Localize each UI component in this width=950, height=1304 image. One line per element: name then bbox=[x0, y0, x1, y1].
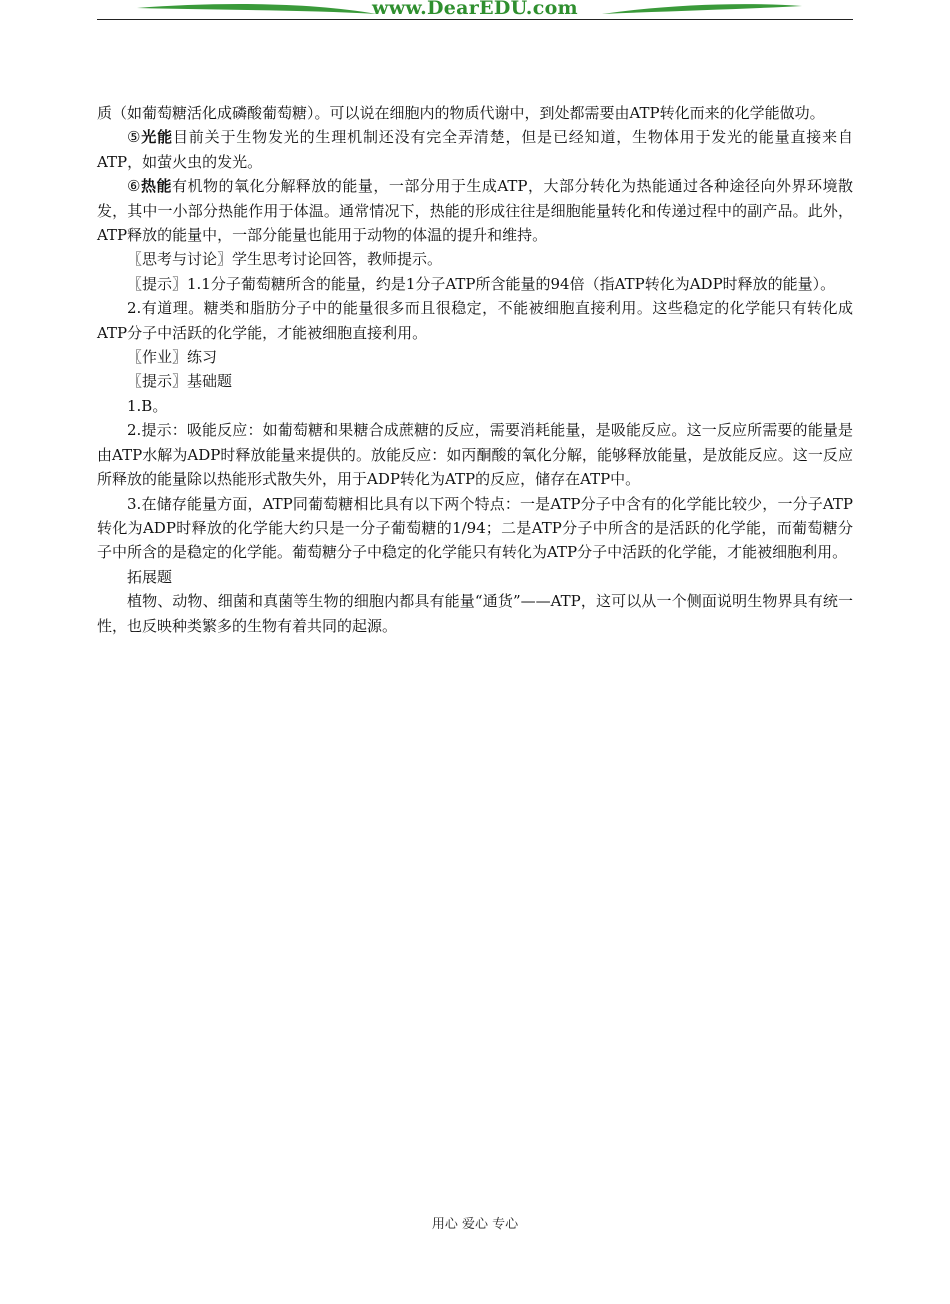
page-header bbox=[97, 0, 853, 22]
item-marker: ⑤ bbox=[127, 128, 142, 147]
paragraph-answer-1: 1.B。 bbox=[127, 396, 168, 415]
paragraph-basic-questions: 〖提示〗基础题 bbox=[127, 372, 233, 391]
paragraph-answer-3: 3.在储存能量方面，ATP同葡萄糖相比具有以下两个特点：一是ATP分子中含有的化学能比较少，一分子ATP转化为ADP时释放的化学能大约只是一分子葡萄糖的1/94；二是ATP分子中所含的是活跃的化学能，而葡萄糖分子中所含的是稳定的化学能。葡萄糖分子中稳定的化学能只有转化为ATP分子中活跃的化学能，才能被细胞利用。 bbox=[97, 494, 853, 562]
paragraph-homework: 〖作业〗练习 bbox=[127, 348, 218, 367]
paragraph-text: 目前关于生物发光的生理机制还没有完全弄清楚，但是已经知道，生物体用于发光的能量直接来自ATP，如萤火虫的发光。 bbox=[97, 128, 853, 171]
paragraph-answer-2: 2.提示：吸能反应：如葡萄糖和果糖合成蔗糖的反应，需要消耗能量，是吸能反应。这一反应所需要的能量是由ATP水解为ADP时释放能量来提供的。放能反应：如丙酮酸的氧化分解，能够释放能量，是放能反应。这一反应所释放的能量除以热能形式散失外，用于ADP转化为ATP的反应，储存在ATP中。 bbox=[97, 421, 853, 489]
paragraph-continuation: 质（如葡萄糖活化成磷酸葡萄糖）。可以说在细胞内的物质代谢中，到处都需要由ATP转化而来的化学能做功。 bbox=[97, 104, 825, 122]
site-logo-text[interactable]: www.DearEDU.com bbox=[372, 0, 578, 19]
paragraph-text: 有机物的氧化分解释放的能量，一部分用于生成ATP，大部分转化为热能通过各种途径向外界环境散发，其中一小部分热能作用于体温。通常情况下，热能的形成往往是细胞能量转化和传递过程中的副产品。此外，ATP释放的能量中，一部分能量也能用于动物的体温的提升和维持。 bbox=[97, 177, 853, 245]
paragraph-extension-heading: 拓展题 bbox=[127, 567, 173, 586]
document-body bbox=[97, 101, 853, 638]
term-heat-energy: 热能 bbox=[140, 177, 172, 196]
paragraph-heat-energy bbox=[97, 174, 853, 247]
paragraph-light-energy bbox=[97, 125, 853, 174]
paragraph-hint-2: 2.有道理。糖类和脂肪分子中的能量很多而且很稳定，不能被细胞直接利用。这些稳定的化学能只有转化成ATP分子中活跃的化学能，才能被细胞直接利用。 bbox=[97, 299, 853, 342]
header-divider bbox=[97, 19, 853, 20]
page-footer: 用心 爱心 专心 bbox=[431, 1217, 519, 1232]
paragraph-hint-1: 〖提示〗1.1分子葡萄糖所含的能量，约是1分子ATP所含能量的94倍（指ATP转化为ADP时释放的能量）。 bbox=[127, 274, 836, 293]
term-light-energy: 光能 bbox=[141, 128, 173, 147]
paragraph-discussion: 〖思考与讨论〗学生思考讨论回答，教师提示。 bbox=[127, 250, 443, 269]
item-marker: ⑥ bbox=[127, 177, 141, 196]
paragraph-extension: 植物、动物、细菌和真菌等生物的细胞内都具有能量“通货”——ATP，这可以从一个侧面说明生物界具有统一性，也反映种类繁多的生物有着共同的起源。 bbox=[97, 592, 853, 635]
